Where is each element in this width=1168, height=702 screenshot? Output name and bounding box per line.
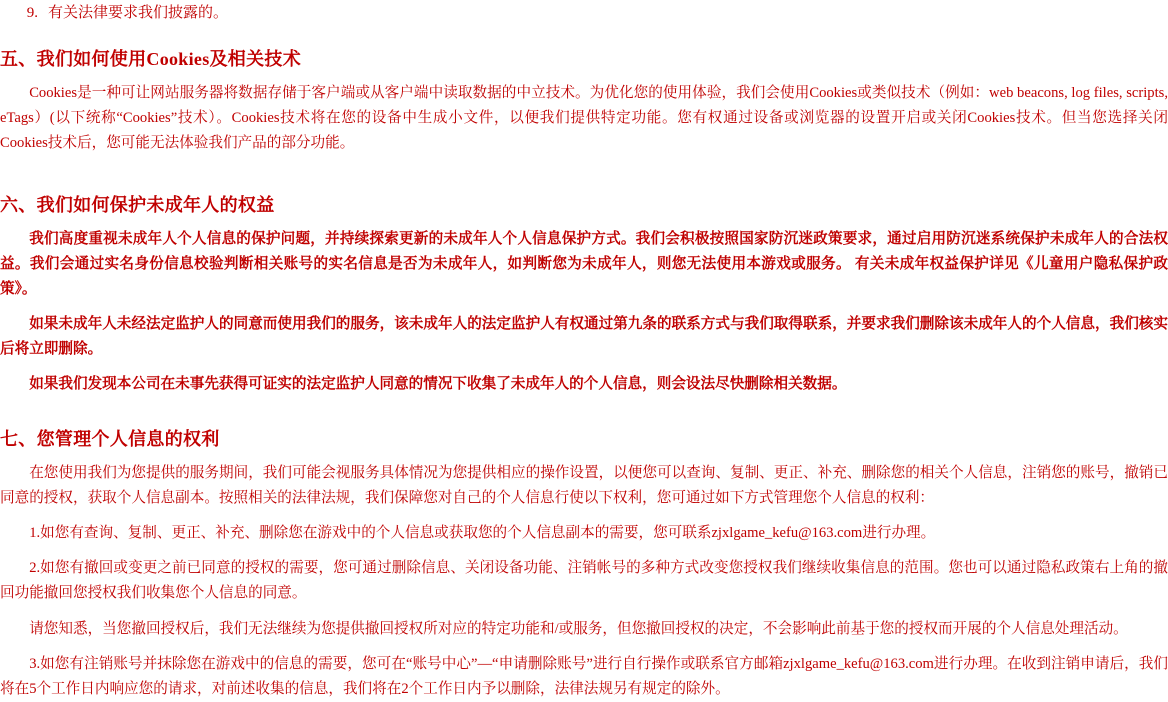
section-title-minors: 六、我们如何保护未成年人的权益 xyxy=(0,194,275,215)
section-paragraph: 1.如您有查询、复制、更正、补充、删除您在游戏中的个人信息或获取您的个人信息副本的需要，您可联系zjxlgame_kefu@163.com进行办理。 xyxy=(29,525,936,542)
list-item-label: 有关法律要求我们披露的。 xyxy=(48,5,229,21)
section-title-rights: 七、您管理个人信息的权利 xyxy=(0,429,220,450)
section-paragraph: 如果我们发现本公司在未事先获得可证实的法定监护人同意的情况下收集了未成年人的个人信息，则会设法尽快删除相关数据。 xyxy=(29,376,847,392)
section-paragraph: 我们高度重视未成年人个人信息的保护问题，并持续探索更新的未成年人个人信息保护方式。我们会积极按照国家防沉迷政策要求，通过启用防沉迷系统保护未成年人的合法权益。我们会通过实名身份信息校验判断相关账号的实名信息是否为未成年人，如判断您为未成年人，则您无法使用本游戏或服务。 有关未成年权益保护详见《儿童用户隐私保护政策》。 xyxy=(0,230,1168,297)
section-paragraph: Cookies是一种可让网站服务器将数据存储于客户端或从客户端中读取数据的中立技术。为优化您的使用体验，我们会使用Cookies或类似技术（例如：web beacons, log files, scripts, eTags）(以下统称“Cookies”技术）。Cookies技术将在您的设备中生成小文件，以便我们提供特定功能。您有权通过设备或浏览器的设置开启或关闭Cookies技术。但当您选择关闭Cookies技术后，您可能无法体验我们产品的部分功能。 xyxy=(0,85,1168,152)
list-item-number: 9. xyxy=(26,5,38,21)
list-item xyxy=(0,0,1168,31)
section-paragraph: 2.如您有撤回或变更之前已同意的授权的需要，您可通过删除信息、关闭设备功能、注销帐号的多种方式改变您授权我们继续收集信息的范围。您也可以通过隐私政策右上角的撤回功能撤回您授权我们收集您个人信息的同意。 xyxy=(0,560,1168,602)
section-spacer xyxy=(0,167,1168,177)
section-paragraph: 3.如您有注销账号并抹除您在游戏中的信息的需要，您可在“账号中心”—“申请删除账号”进行自行操作或联系官方邮箱zjxlgame_kefu@163.com进行办理。在收到注销申请后，我们将在5个工作日内响应您的请求，对前述收集的信息，我们将在2个工作日内予以删除，法律法规另有规定的除外。 xyxy=(0,655,1168,697)
section-spacer xyxy=(0,407,1168,411)
section-title-cookies: 五、我们如何使用Cookies及相关技术 xyxy=(0,49,302,70)
section-paragraph: 如果未成年人未经法定监护人的同意而使用我们的服务，该未成年人的法定监护人有权通过第九条的联系方式与我们取得联系，并要求我们删除该未成年人的个人信息，我们核实后将立即删除。 xyxy=(0,315,1168,357)
section-paragraph: 在您使用我们为您提供的服务期间，我们可能会视服务具体情况为您提供相应的操作设置，以便您可以查询、复制、更正、补充、删除您的相关个人信息，注销您的账号，撤销已同意的授权，获取个人信息副本。按照相关的法律法规，我们保障您对自己的个人信息行使以下权利，您可通过如下方式管理您个人信息的权利： xyxy=(0,465,1168,507)
section-paragraph: 请您知悉，当您撤回授权后，我们无法继续为您提供撤回授权所对应的特定功能和/或服务，但您撤回授权的决定，不会影响此前基于您的授权而开展的个人信息处理活动。 xyxy=(29,620,1128,637)
